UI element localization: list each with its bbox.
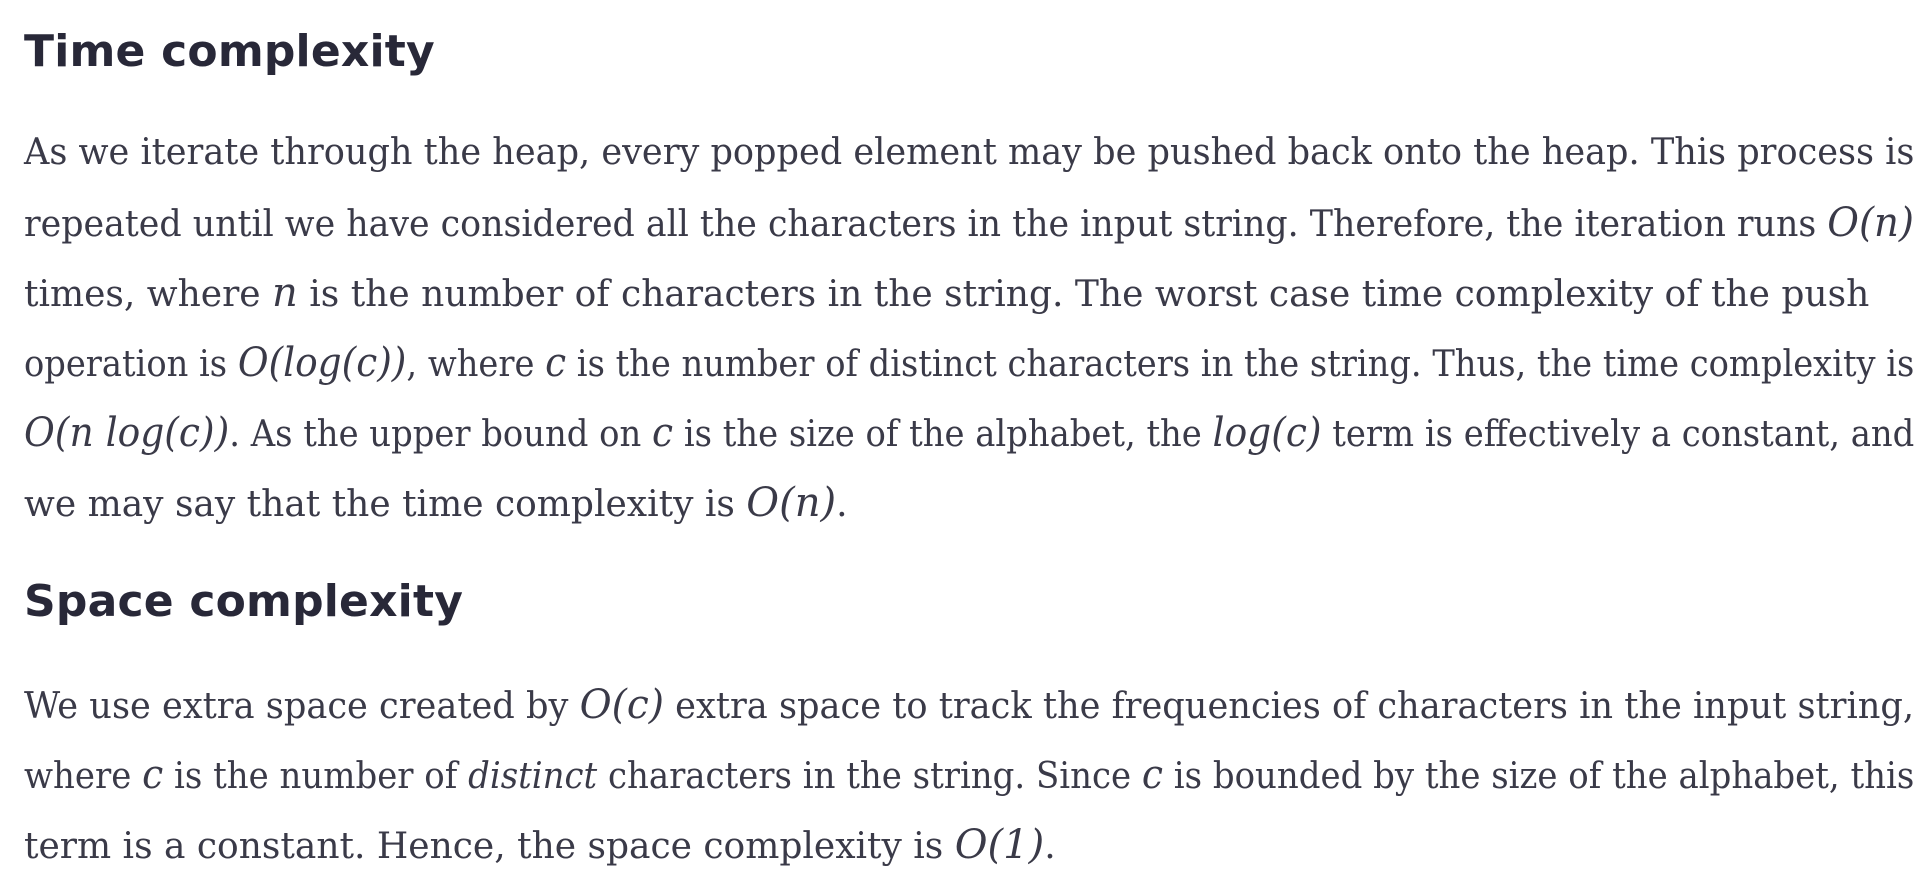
math-expression: log(c) (1212, 410, 1322, 456)
math-expression: O(n) (1827, 200, 1915, 246)
section-heading-space-complexity: Space complexity (24, 576, 464, 627)
math-variable: n (272, 270, 298, 316)
text-line: We use extra space created by O(c) extra space to track the frequencies of characters in the input string, (24, 682, 1915, 728)
section-heading-time-complexity: Time complexity (24, 26, 435, 77)
math-variable: c (142, 752, 164, 798)
paragraph-space-complexity (24, 670, 1914, 880)
math-expression: O(n) (746, 480, 837, 526)
paragraph-time-complexity (24, 118, 1914, 538)
text-line: repeated until we have considered all the characters in the input string. Therefore, the iteration runs O(n) (24, 200, 1915, 246)
text-line: we may say that the time complexity is O(n). (24, 480, 848, 526)
math-variable: c (545, 340, 567, 386)
text-line: where c is the number of distinct characters in the string. Since c is bounded by the size of the alphabet, this (24, 752, 1915, 798)
text-line: times, where n is the number of characters in the string. The worst case time complexity of the push (24, 270, 1870, 316)
math-variable: c (652, 410, 674, 456)
math-expression: O(1) (954, 822, 1045, 868)
text-line: term is a constant. Hence, the space complexity is O(1). (24, 822, 1056, 868)
math-expression: O(c) (579, 682, 665, 728)
math-expression: O(log(c)) (237, 340, 407, 386)
text-line: As we iterate through the heap, every popped element may be pushed back onto the heap. This process is (24, 132, 1915, 173)
math-variable: c (1141, 752, 1164, 798)
text-line: operation is O(log(c)), where c is the number of distinct characters in the string. Thus, the time complexity is (24, 340, 1915, 386)
emphasis-text: distinct (468, 756, 598, 797)
text-line: O(n log(c)). As the upper bound on c is the size of the alphabet, the log(c) term is effectively a constant, and (24, 410, 1915, 456)
math-expression: O(n log(c)) (24, 410, 230, 456)
